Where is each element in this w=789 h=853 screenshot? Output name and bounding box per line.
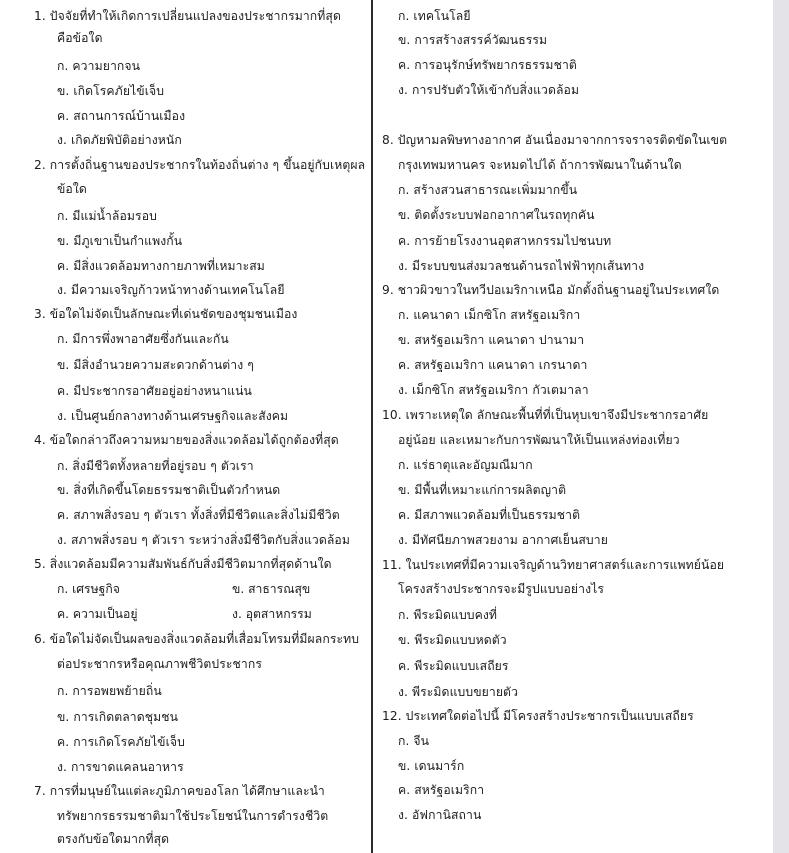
answer-option: ก. มีการพึ่งพาอาศัยซึ่งกันและกัน: [57, 332, 229, 346]
answer-option: ก. สร้างสวนสาธารณะเพิ่มมากขึ้น: [398, 183, 578, 197]
answer-option: ข. พีระมิดแบบหดตัว: [398, 633, 507, 647]
answer-option: ข. มีพื้นที่เหมาะแก่การผลิตญาติ: [398, 483, 567, 497]
answer-option: ง. เป็นศูนย์กลางทางด้านเศรษฐกิจและสังคม: [57, 409, 289, 423]
question-text: 5. สิ่งแวดล้อมมีความสัมพันธ์กับสิ่งมีชีวิตมากที่สุดด้านใด: [34, 557, 332, 571]
question-text: 11. ในประเทศที่มีความเจริญด้านวิทยาศาสตร์และการแพทย์น้อย: [382, 558, 725, 572]
answer-option: ก. แคนาดา เม็กซิโก สหรัฐอเมริกา: [398, 308, 581, 322]
answer-option: ข. มีสิ่งอำนวยความสะดวกด้านต่าง ๆ: [57, 358, 254, 372]
question-continuation: กรุงเทพมหานคร จะหมดไปได้ ถ้าการพัฒนาในด้านใด: [398, 158, 682, 172]
answer-option: ค. สหรัฐอเมริกา: [398, 783, 485, 797]
question-text: 2. การตั้งถิ่นฐานของประชากรในท้องถิ่นต่าง ๆ ขึ้นอยู่กับเหตุผล: [34, 158, 366, 172]
answer-option: ข. ติดตั้งระบบฟอกอากาศในรถทุกคัน: [398, 208, 595, 222]
answer-option: ข. การเกิดตลาดชุมชน: [57, 710, 179, 724]
answer-option: ก. เศรษฐกิจ: [57, 582, 120, 596]
answer-option: ก. การอพยพย้ายถิ่น: [57, 684, 162, 698]
answer-option: ข. สิ่งที่เกิดขึ้นโดยธรรมชาติเป็นตัวกำหนด: [57, 483, 281, 497]
question-continuation: ข้อใด: [57, 182, 87, 196]
answer-option: ค. สภาพสิ่งรอบ ๆ ตัวเรา ทั้งสิ่งที่มีชีวิตและสิ่งไม่มีชีวิต: [57, 508, 340, 522]
answer-option: ก. มีแม่น้ำล้อมรอบ: [57, 209, 157, 223]
answer-option: ก. แร่ธาตุและอัญมณีมาก: [398, 458, 533, 472]
answer-option: ข. การสร้างสรรค์วัฒนธรรม: [398, 33, 548, 47]
answer-option: ค. ความเป็นอยู่: [57, 607, 138, 621]
question-text: 9. ชาวผิวขาวในทวีปอเมริกาเหนือ มักตั้งถิ่นฐานอยู่ในประเทศใด: [382, 283, 720, 297]
question-continuation: โครงสร้างประชากรจะมีรูปแบบอย่างไร: [398, 582, 605, 596]
answer-option: ค. มีประชากรอาศัยอยู่อย่างหนาแน่น: [57, 384, 252, 398]
question-text: 3. ข้อใดไม่จัดเป็นลักษณะที่เด่นชัดของชุมชนเมือง: [34, 307, 298, 321]
answer-option: ง. สภาพสิ่งรอบ ๆ ตัวเรา ระหว่างสิ่งมีชีวิตกับสิ่งแวดล้อม: [57, 533, 350, 547]
answer-option: ค. การเกิดโรคภัยไข้เจ็บ: [57, 735, 185, 749]
answer-option: ค. การอนุรักษ์ทรัพยากรธรรมชาติ: [398, 58, 577, 72]
answer-option: ข. เกิดโรคภัยไข้เจ็บ: [57, 84, 165, 98]
answer-option: ง. มีความเจริญก้าวหน้าทางด้านเทคโนโลยี: [57, 283, 285, 297]
question-text: 10. เพราะเหตุใด ลักษณะพื้นที่ที่เป็นหุบเขาจึงมีประชากรอาศัย: [382, 408, 709, 422]
column-divider: [371, 0, 373, 853]
answer-option: ค. การย้ายโรงงานอุตสาหกรรมไปชนบท: [398, 234, 612, 248]
question-text: 7. การที่มนุษย์ในแต่ละภูมิภาคของโลก ได้ศึกษาและนำ: [34, 784, 325, 798]
answer-option: ง. มีระบบขนส่งมวลชนด้านรถไฟฟ้าทุกเส้นทาง: [398, 259, 645, 273]
answer-option: ง. การปรับตัวให้เข้ากับสิ่งแวดล้อม: [398, 83, 580, 97]
answer-option: ค. สหรัฐอเมริกา แคนาดา เกรนาดา: [398, 358, 588, 372]
answer-option: ง. เม็กซิโก สหรัฐอเมริกา กัวเตมาลา: [398, 383, 589, 397]
answer-option: ง. พีระมิดแบบขยายตัว: [398, 685, 519, 699]
answer-option: ง. เกิดภัยพิบัติอย่างหนัก: [57, 133, 182, 147]
answer-option: ก. ความยากจน: [57, 59, 141, 73]
question-continuation: ทรัพยากรธรรมชาติมาใช้ประโยชน์ในการดำรงชีวิต: [57, 809, 329, 823]
answer-option: ข. สหรัฐอเมริกา แคนาดา ปานามา: [398, 333, 585, 347]
answer-option: ค. มีสิ่งแวดล้อมทางกายภาพที่เหมาะสม: [57, 259, 265, 273]
answer-option: ก. จีน: [398, 734, 430, 748]
answer-option: ข. สาธารณสุข: [232, 582, 311, 596]
answer-option: ก. เทคโนโลยี: [398, 9, 471, 23]
answer-option: ก. สิ่งมีชีวิตทั้งหลายที่อยู่รอบ ๆ ตัวเรา: [57, 459, 254, 473]
question-text: 6. ข้อใดไม่จัดเป็นผลของสิ่งแวดล้อมที่เสื่อมโทรมที่มีผลกระทบ: [34, 632, 360, 646]
answer-option: ค. พีระมิดแบบเสถียร: [398, 659, 509, 673]
page-edge: [773, 0, 789, 853]
answer-option: ง. การขาดแคลนอาหาร: [57, 760, 184, 774]
question-continuation: อยู่น้อย และเหมาะกับการพัฒนาให้เป็นแหล่งท่องเที่ยว: [398, 433, 680, 447]
question-text: 12. ประเทศใดต่อไปนี้ มีโครงสร้างประชากรเป็นแบบเสถียร: [382, 709, 694, 723]
answer-option: ง. มีทัศนียภาพสวยงาม อากาศเย็นสบาย: [398, 533, 608, 547]
question-text: 1. ปัจจัยที่ทำให้เกิดการเปลี่ยนแปลงของประชากรมากที่สุด: [34, 9, 341, 23]
answer-option: ง. อุตสาหกรรม: [232, 607, 312, 621]
question-continuation: ตรงกับข้อใดมากที่สุด: [57, 832, 170, 846]
answer-option: ค. สถานการณ์บ้านเมือง: [57, 109, 186, 123]
answer-option: ข. มีภูเขาเป็นกำแพงกั้น: [57, 234, 183, 248]
answer-option: ค. มีสภาพแวดล้อมที่เป็นธรรมชาติ: [398, 508, 581, 522]
answer-option: ง. อัฟกานิสถาน: [398, 808, 482, 822]
question-continuation: ต่อประชากรหรือคุณภาพชีวิตประชากร: [57, 657, 262, 671]
question-text: 4. ข้อใดกล่าวถึงความหมายของสิ่งแวดล้อมได้ถูกต้องที่สุด: [34, 433, 339, 447]
answer-option: ข. เดนมาร์ก: [398, 759, 465, 773]
question-continuation: คือข้อใด: [57, 31, 103, 45]
question-text: 8. ปัญหามลพิษทางอากาศ อันเนื่องมาจากการจราจรติดขัดในเขต: [382, 133, 728, 147]
answer-option: ก. พีระมิดแบบคงที่: [398, 608, 498, 622]
